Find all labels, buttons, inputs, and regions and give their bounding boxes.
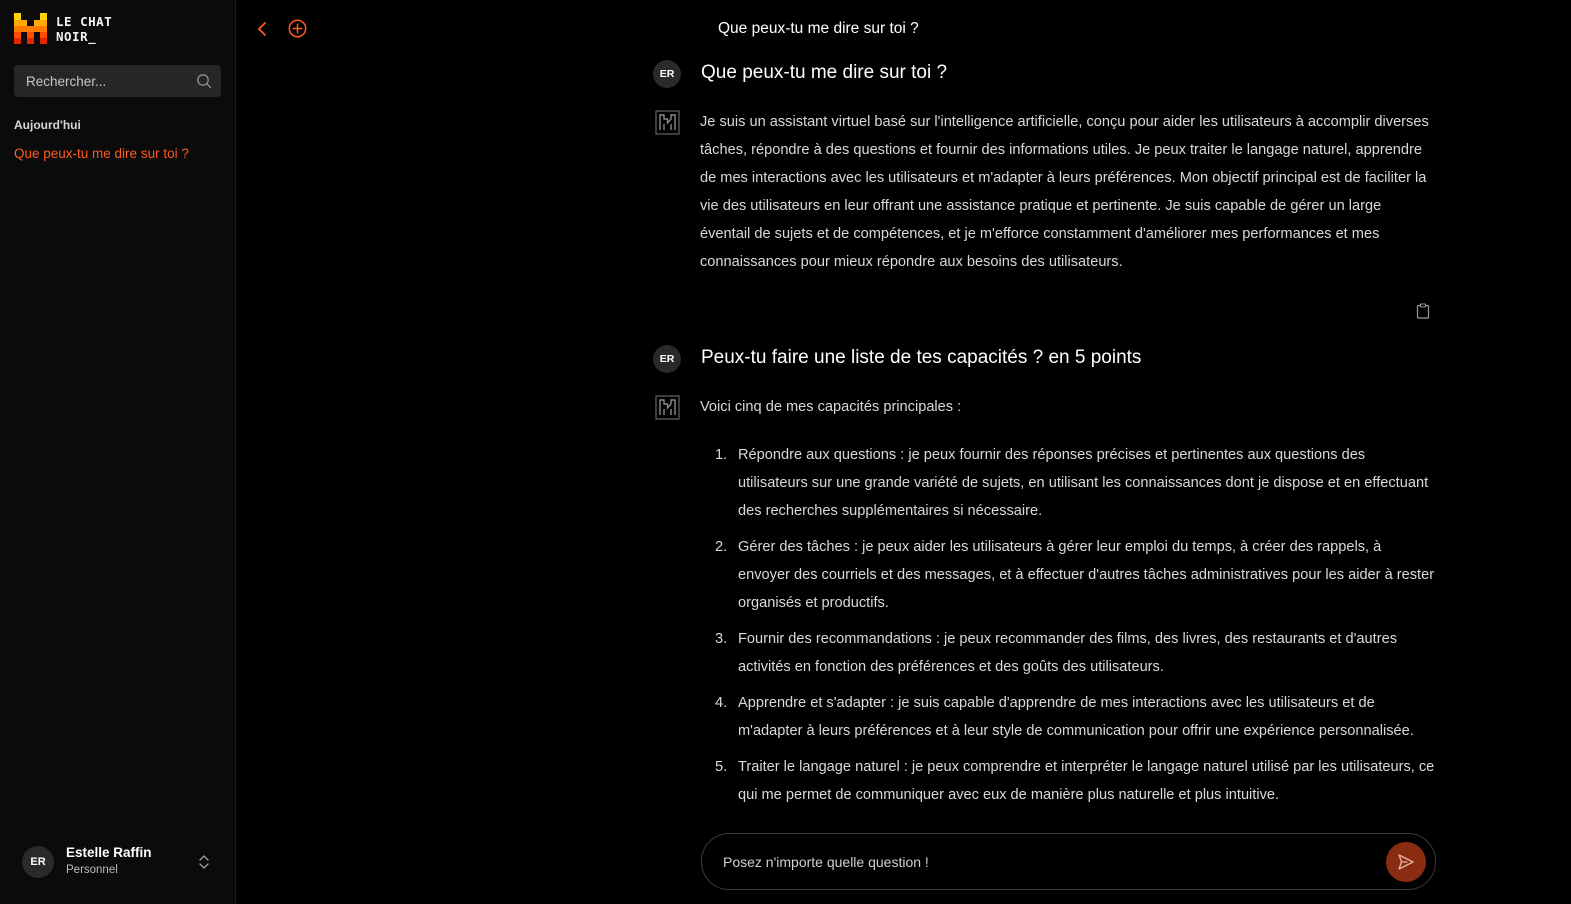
brand-logo[interactable] <box>14 13 112 44</box>
list-item-number: 2. <box>715 539 728 555</box>
chevron-left-icon[interactable] <box>252 19 272 39</box>
brand-line-2: NOIR_ <box>56 28 97 44</box>
assistant-logo-icon <box>655 110 680 135</box>
list-item-text: Répondre aux questions : je peux fournir des réponses précises et pertinentes aux questions des utilisateurs sur une grande variété de sujets, en utilisant les connaissances dont je dispose et en effectuant des recherches supplémentaires si nécessaire. <box>738 447 1429 519</box>
answer-intro: Voici cinq de mes capacités principales : <box>700 399 962 415</box>
conversation-title: Que peux-tu me dire sur toi ? <box>718 20 919 37</box>
assistant-logo-icon <box>655 395 680 420</box>
sidebar <box>0 0 236 904</box>
list-item-number: 4. <box>715 695 728 711</box>
list-item-number: 5. <box>715 759 728 775</box>
history-section-label: Aujourd'hui <box>14 118 81 132</box>
search-icon[interactable] <box>196 73 212 89</box>
search-input[interactable] <box>14 65 194 97</box>
brand-line-1: LE CHAT <box>56 13 113 29</box>
plus-circle-icon[interactable] <box>287 18 308 39</box>
list-item-text: Gérer des tâches : je peux aider les utilisateurs à gérer leur emploi du temps, à créer des rappels, à envoyer des courriels et des messages, et à effectuer d'autres tâches administratives pour les aider à rester organisés et productifs. <box>738 539 1435 611</box>
user-name: Estelle Raffin <box>66 845 152 860</box>
user-menu[interactable] <box>22 844 222 880</box>
list-item <box>700 753 1436 809</box>
user-avatar: ER <box>653 345 681 373</box>
clipboard-icon[interactable] <box>1416 303 1430 319</box>
send-icon <box>1397 853 1415 871</box>
list-item-text: Apprendre et s'adapter : je suis capable d'apprendre de mes interactions avec les utilisateurs et de m'adapter à leurs préférences et à leur style de communication pour offrir une expérience personnalisée. <box>738 695 1414 739</box>
message-composer <box>701 833 1436 890</box>
list-item-number: 1. <box>715 447 728 463</box>
list-item-text: Traiter le langage naturel : je peux comprendre et interpréter le langage naturel utilisé par les utilisateurs, ce qui me permet de communiquer avec eux de manière plus naturelle et plus intuitive. <box>738 759 1435 803</box>
list-item <box>700 625 1436 681</box>
send-button[interactable] <box>1386 842 1426 882</box>
assistant-answer-intro <box>700 393 1435 421</box>
capabilities-list <box>700 441 1436 817</box>
history-item-active[interactable]: Que peux-tu me dire sur toi ? <box>14 146 189 161</box>
user-avatar: ER <box>653 60 681 88</box>
chevron-up-down-icon[interactable] <box>198 853 210 871</box>
avatar: ER <box>22 846 54 878</box>
message-input[interactable] <box>721 834 1361 889</box>
list-item <box>700 441 1436 525</box>
list-item-number: 3. <box>715 631 728 647</box>
user-question: Que peux-tu me dire sur toi ? <box>701 62 948 83</box>
search-box <box>14 65 221 97</box>
answer-paragraph: Je suis un assistant virtuel basé sur l'intelligence artificielle, conçu pour aider les utilisateurs à accomplir diverses tâches, répondre à des questions et fournir des informations utiles. Je peux traiter le langage naturel, apprendre de mes interactions avec les utilisateurs et m'adapter à leurs préférences. Mon objectif principal est de faciliter la vie des utilisateurs en leur offrant une assistance pratique et pertinente. Je suis capable de gérer un large éventail de sujets et de compétences, et je m'efforce constamment d'améliorer mes performances et mes connaissances pour mieux répondre aux besoins des utilisateurs. <box>700 114 1429 270</box>
list-item <box>700 533 1436 617</box>
cat-logo-icon <box>14 13 47 44</box>
list-item-text: Fournir des recommandations : je peux recommander des films, des livres, des restaurants et d'autres activités en fonction des préférences et des goûts des utilisateurs. <box>738 631 1397 675</box>
user-question: Peux-tu faire une liste de tes capacités ? en 5 points <box>701 347 1142 368</box>
assistant-answer <box>700 108 1435 276</box>
brand-name <box>56 14 112 44</box>
user-plan: Personnel <box>66 864 118 876</box>
list-item <box>700 689 1436 745</box>
